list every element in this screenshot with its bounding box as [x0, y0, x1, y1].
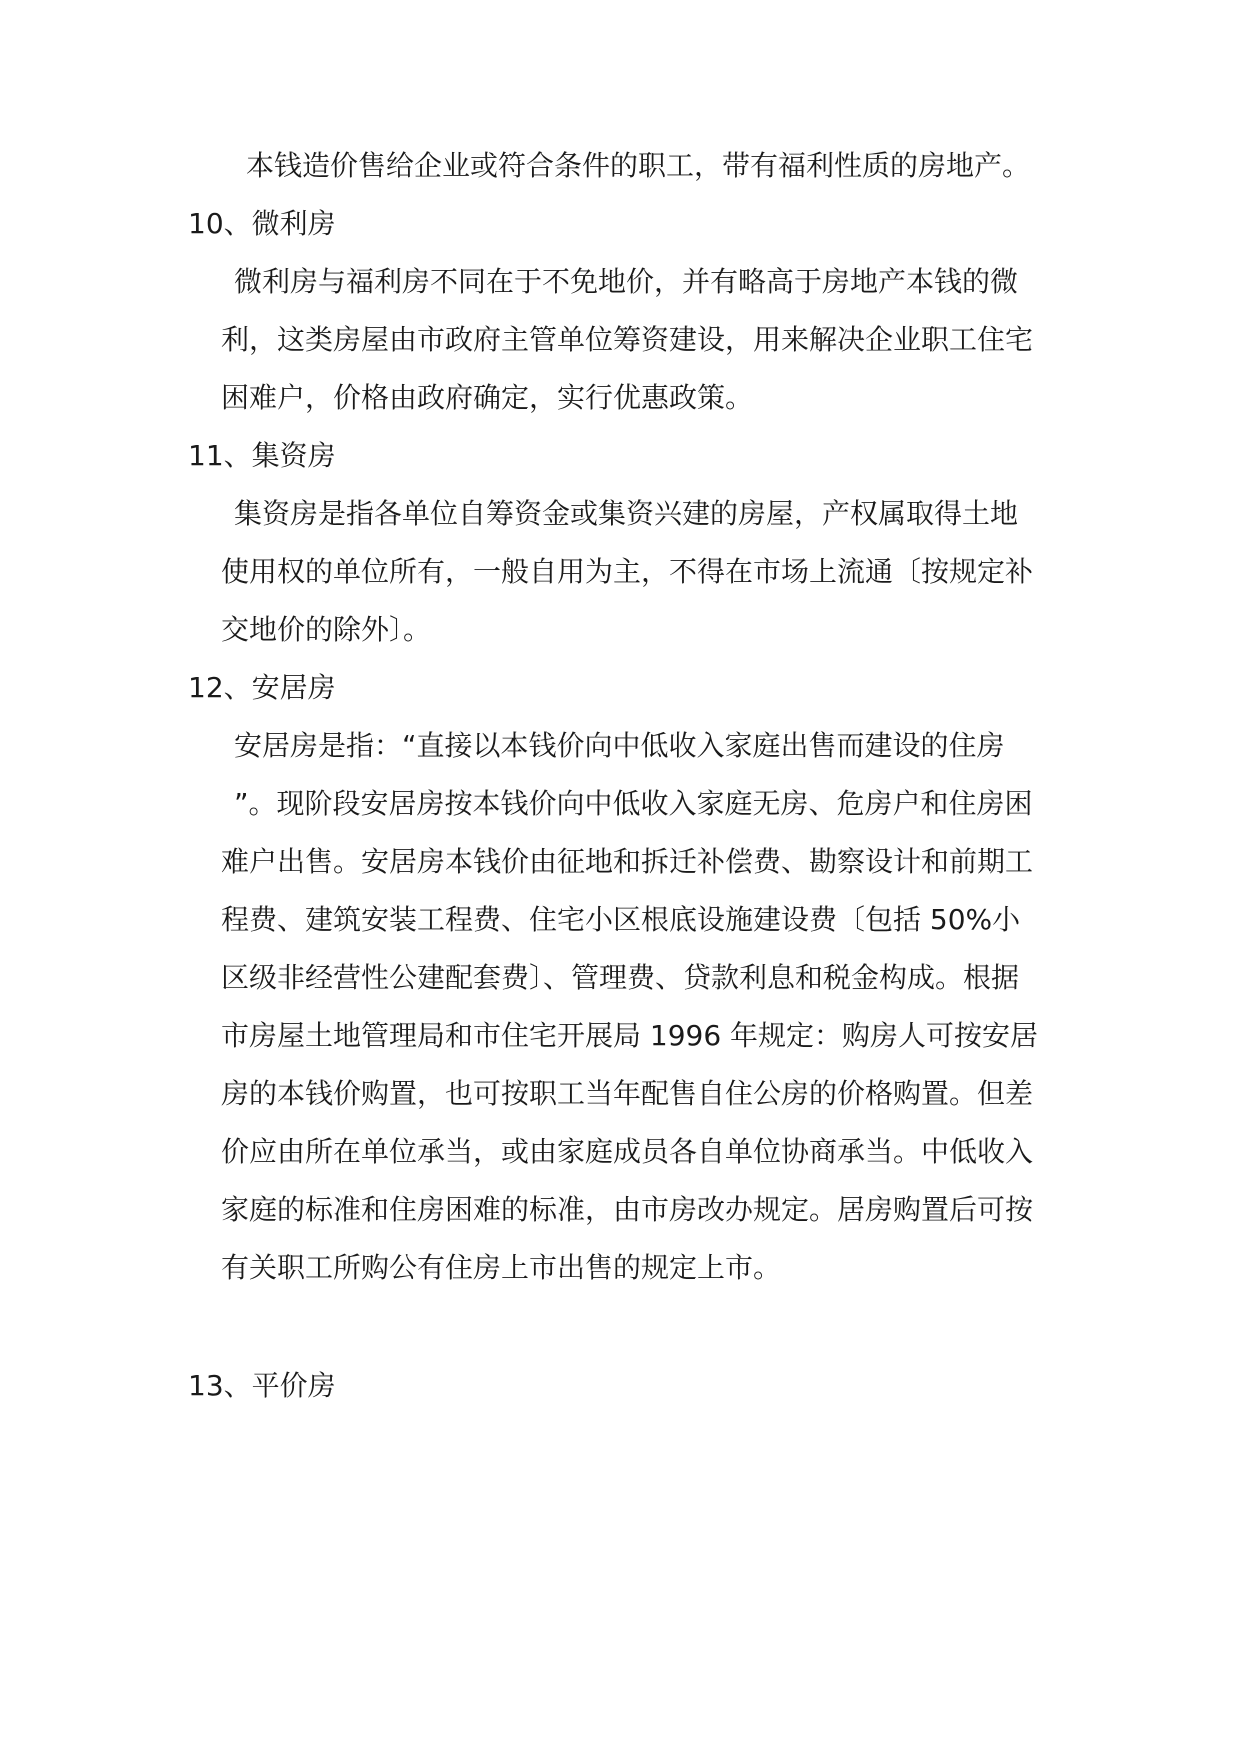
section-10-line-1: 微利房与福利房不同在于不免地价，并有略高于房地产本钱的微	[234, 265, 1019, 298]
section-heading-10: 10、微利房	[188, 207, 336, 240]
section-12-line-8: 价应由所在单位承当，或由家庭成员各自单位协商承当。中低收入	[221, 1135, 1034, 1168]
section-11-line-3: 交地价的除外〕。	[221, 613, 432, 646]
section-10-line-3: 困难户，价格由政府确定，实行优惠政策。	[221, 381, 754, 414]
section-12-line-1: 安居房是指：“直接以本钱价向中低收入家庭出售而建设的住房	[234, 729, 1005, 762]
section-heading-12: 12、安居房	[188, 671, 336, 704]
section-heading-11: 11、集资房	[188, 439, 336, 472]
section-12-line-6: 市房屋土地管理局和市住宅开展局 1996 年规定：购房人可按安居	[221, 1019, 1039, 1052]
section-11-line-1: 集资房是指各单位自筹资金或集资兴建的房屋，产权属取得土地	[234, 497, 1019, 530]
section-10-line-2: 利，这类房屋由市政府主管单位筹资建设，用来解决企业职工住宅	[221, 323, 1034, 356]
section-12-line-10: 有关职工所购公有住房上市出售的规定上市。	[221, 1251, 782, 1284]
section-heading-13: 13、平价房	[188, 1369, 336, 1402]
section-12-line-3: 难户出售。安居房本钱价由征地和拆迁补偿费、勘察设计和前期工	[221, 845, 1034, 878]
section-11-line-2: 使用权的单位所有，一般自用为主，不得在市场上流通〔按规定补	[221, 555, 1034, 588]
section-12-line-9: 家庭的标准和住房困难的标准，由市房改办规定。居房购置后可按	[221, 1193, 1034, 1226]
section-12-line-5: 区级非经营性公建配套费〕、管理费、贷款利息和税金构成。根据	[221, 961, 1020, 994]
section-12-line-4: 程费、建筑安装工程费、住宅小区根底设施建设费〔包括 50%小	[221, 903, 1021, 936]
section-12-line-2: ”。现阶段安居房按本钱价向中低收入家庭无房、危房户和住房困	[234, 787, 1033, 820]
intro-line: 本钱造价售给企业或符合条件的职工，带有福利性质的房地产。	[246, 149, 1031, 182]
section-12-line-7: 房的本钱价购置，也可按职工当年配售自住公房的价格购置。但差	[221, 1077, 1034, 1110]
